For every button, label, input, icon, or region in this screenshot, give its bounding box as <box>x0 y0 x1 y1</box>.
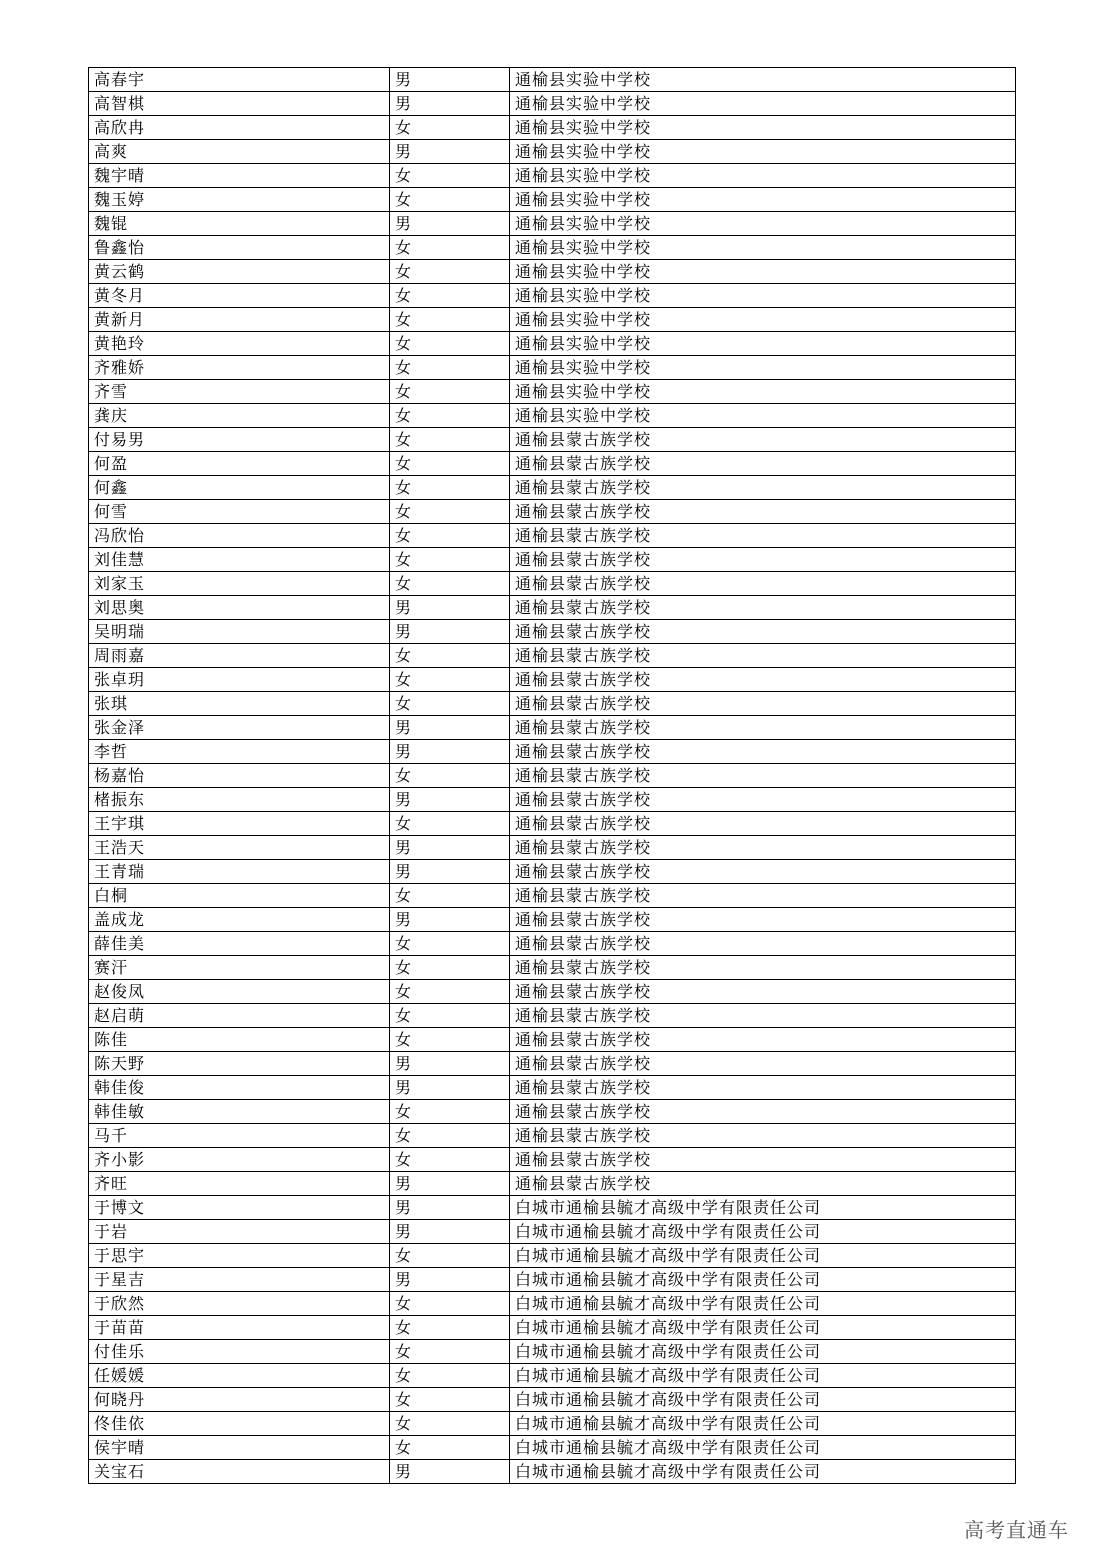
student-name-cell: 龚庆 <box>89 404 390 428</box>
school-cell: 白城市通榆县毓才高级中学有限责任公司 <box>510 1412 1016 1436</box>
school-cell: 白城市通榆县毓才高级中学有限责任公司 <box>510 1340 1016 1364</box>
student-name-cell: 刘佳慧 <box>89 548 390 572</box>
student-name-cell: 魏宇晴 <box>89 164 390 188</box>
student-name-cell: 吴明瑞 <box>89 620 390 644</box>
table-row <box>89 1100 1016 1124</box>
gender-cell: 男 <box>390 620 510 644</box>
student-name-cell: 王青瑞 <box>89 860 390 884</box>
student-name-cell: 张卓玥 <box>89 668 390 692</box>
gender-cell: 男 <box>390 1460 510 1484</box>
gender-cell: 女 <box>390 1004 510 1028</box>
gender-cell: 女 <box>390 1340 510 1364</box>
gender-cell: 男 <box>390 860 510 884</box>
gender-cell: 女 <box>390 116 510 140</box>
school-cell: 白城市通榆县毓才高级中学有限责任公司 <box>510 1220 1016 1244</box>
student-name-cell: 赵俊凤 <box>89 980 390 1004</box>
gender-cell: 女 <box>390 308 510 332</box>
student-name-cell: 黄冬月 <box>89 284 390 308</box>
school-cell: 白城市通榆县毓才高级中学有限责任公司 <box>510 1388 1016 1412</box>
table-row <box>89 1004 1016 1028</box>
school-cell: 通榆县实验中学校 <box>510 284 1016 308</box>
gender-cell: 女 <box>390 380 510 404</box>
student-name-cell: 李哲 <box>89 740 390 764</box>
school-cell: 通榆县蒙古族学校 <box>510 668 1016 692</box>
gender-cell: 男 <box>390 1172 510 1196</box>
student-name-cell: 冯欣怡 <box>89 524 390 548</box>
table-row <box>89 980 1016 1004</box>
student-name-cell: 于思宇 <box>89 1244 390 1268</box>
school-cell: 通榆县蒙古族学校 <box>510 740 1016 764</box>
school-cell: 通榆县蒙古族学校 <box>510 884 1016 908</box>
gender-cell: 女 <box>390 452 510 476</box>
school-cell: 白城市通榆县毓才高级中学有限责任公司 <box>510 1292 1016 1316</box>
table-row <box>89 1388 1016 1412</box>
gender-cell: 女 <box>390 548 510 572</box>
student-name-cell: 魏玉婷 <box>89 188 390 212</box>
school-cell: 通榆县实验中学校 <box>510 212 1016 236</box>
student-name-cell: 关宝石 <box>89 1460 390 1484</box>
table-row <box>89 164 1016 188</box>
school-cell: 通榆县蒙古族学校 <box>510 1004 1016 1028</box>
student-name-cell: 齐旺 <box>89 1172 390 1196</box>
table-row <box>89 596 1016 620</box>
school-cell: 通榆县蒙古族学校 <box>510 452 1016 476</box>
student-name-cell: 于欣然 <box>89 1292 390 1316</box>
table-row <box>89 1316 1016 1340</box>
school-cell: 通榆县实验中学校 <box>510 260 1016 284</box>
school-cell: 通榆县蒙古族学校 <box>510 716 1016 740</box>
school-cell: 通榆县实验中学校 <box>510 164 1016 188</box>
gender-cell: 女 <box>390 164 510 188</box>
table-row <box>89 668 1016 692</box>
table-row <box>89 764 1016 788</box>
table-row <box>89 1220 1016 1244</box>
student-name-cell: 何鑫 <box>89 476 390 500</box>
school-cell: 通榆县蒙古族学校 <box>510 500 1016 524</box>
table-row <box>89 1196 1016 1220</box>
school-cell: 通榆县蒙古族学校 <box>510 1100 1016 1124</box>
school-cell: 通榆县蒙古族学校 <box>510 860 1016 884</box>
student-name-cell: 张琪 <box>89 692 390 716</box>
table-row <box>89 620 1016 644</box>
table-row <box>89 308 1016 332</box>
student-name-cell: 刘思奥 <box>89 596 390 620</box>
student-name-cell: 黄新月 <box>89 308 390 332</box>
school-cell: 通榆县实验中学校 <box>510 140 1016 164</box>
school-cell: 白城市通榆县毓才高级中学有限责任公司 <box>510 1436 1016 1460</box>
student-name-cell: 付佳乐 <box>89 1340 390 1364</box>
gender-cell: 女 <box>390 1316 510 1340</box>
school-cell: 通榆县蒙古族学校 <box>510 1148 1016 1172</box>
student-name-cell: 白桐 <box>89 884 390 908</box>
table-row <box>89 116 1016 140</box>
student-name-cell: 刘家玉 <box>89 572 390 596</box>
school-cell: 通榆县实验中学校 <box>510 68 1016 92</box>
table-row <box>89 860 1016 884</box>
table-row <box>89 68 1016 92</box>
student-name-cell: 付易男 <box>89 428 390 452</box>
school-cell: 通榆县蒙古族学校 <box>510 980 1016 1004</box>
student-name-cell: 何晓丹 <box>89 1388 390 1412</box>
school-cell: 通榆县实验中学校 <box>510 92 1016 116</box>
table-row <box>89 908 1016 932</box>
gender-cell: 女 <box>390 260 510 284</box>
table-row <box>89 356 1016 380</box>
school-cell: 通榆县蒙古族学校 <box>510 1172 1016 1196</box>
school-cell: 通榆县蒙古族学校 <box>510 764 1016 788</box>
table-row <box>89 1124 1016 1148</box>
gender-cell: 女 <box>390 356 510 380</box>
student-name-cell: 高春宇 <box>89 68 390 92</box>
table-row <box>89 1460 1016 1484</box>
student-name-cell: 于苗苗 <box>89 1316 390 1340</box>
school-cell: 通榆县实验中学校 <box>510 308 1016 332</box>
gender-cell: 女 <box>390 1388 510 1412</box>
gender-cell: 女 <box>390 1436 510 1460</box>
student-name-cell: 周雨嘉 <box>89 644 390 668</box>
school-cell: 通榆县蒙古族学校 <box>510 476 1016 500</box>
school-cell: 通榆县蒙古族学校 <box>510 1028 1016 1052</box>
student-name-cell: 王宇琪 <box>89 812 390 836</box>
table-row <box>89 404 1016 428</box>
school-cell: 通榆县蒙古族学校 <box>510 572 1016 596</box>
gender-cell: 女 <box>390 572 510 596</box>
school-cell: 通榆县实验中学校 <box>510 404 1016 428</box>
student-name-cell: 鲁鑫怡 <box>89 236 390 260</box>
student-name-cell: 齐雪 <box>89 380 390 404</box>
school-cell: 通榆县蒙古族学校 <box>510 644 1016 668</box>
student-name-cell: 马千 <box>89 1124 390 1148</box>
table-row <box>89 716 1016 740</box>
school-cell: 通榆县蒙古族学校 <box>510 692 1016 716</box>
gender-cell: 女 <box>390 1028 510 1052</box>
school-cell: 通榆县蒙古族学校 <box>510 836 1016 860</box>
table-row <box>89 500 1016 524</box>
school-cell: 白城市通榆县毓才高级中学有限责任公司 <box>510 1460 1016 1484</box>
gender-cell: 男 <box>390 1196 510 1220</box>
gender-cell: 女 <box>390 932 510 956</box>
student-name-cell: 杨嘉怡 <box>89 764 390 788</box>
student-name-cell: 陈佳 <box>89 1028 390 1052</box>
school-cell: 通榆县蒙古族学校 <box>510 620 1016 644</box>
school-cell: 通榆县蒙古族学校 <box>510 524 1016 548</box>
gender-cell: 女 <box>390 500 510 524</box>
table-row <box>89 452 1016 476</box>
table-row <box>89 1292 1016 1316</box>
school-cell: 通榆县实验中学校 <box>510 188 1016 212</box>
table-row <box>89 428 1016 452</box>
gender-cell: 女 <box>390 188 510 212</box>
school-cell: 白城市通榆县毓才高级中学有限责任公司 <box>510 1364 1016 1388</box>
gender-cell: 男 <box>390 212 510 236</box>
table-row <box>89 476 1016 500</box>
gender-cell: 女 <box>390 524 510 548</box>
student-name-cell: 黄艳玲 <box>89 332 390 356</box>
gender-cell: 女 <box>390 764 510 788</box>
school-cell: 通榆县蒙古族学校 <box>510 1076 1016 1100</box>
student-name-cell: 齐小影 <box>89 1148 390 1172</box>
gender-cell: 男 <box>390 68 510 92</box>
table-row <box>89 644 1016 668</box>
table-row <box>89 260 1016 284</box>
gender-cell: 男 <box>390 836 510 860</box>
table-row <box>89 1076 1016 1100</box>
gender-cell: 女 <box>390 1412 510 1436</box>
gender-cell: 男 <box>390 788 510 812</box>
school-cell: 通榆县蒙古族学校 <box>510 428 1016 452</box>
table-row <box>89 1172 1016 1196</box>
school-cell: 通榆县蒙古族学校 <box>510 596 1016 620</box>
gender-cell: 男 <box>390 1052 510 1076</box>
gender-cell: 男 <box>390 140 510 164</box>
table-row <box>89 188 1016 212</box>
table-row <box>89 284 1016 308</box>
table-row <box>89 380 1016 404</box>
gender-cell: 女 <box>390 884 510 908</box>
table-row <box>89 524 1016 548</box>
table-row <box>89 932 1016 956</box>
table-row <box>89 212 1016 236</box>
watermark-text: 高考直通车 <box>964 1518 1069 1542</box>
student-name-cell: 魏锟 <box>89 212 390 236</box>
school-cell: 白城市通榆县毓才高级中学有限责任公司 <box>510 1316 1016 1340</box>
student-name-cell: 赛汗 <box>89 956 390 980</box>
table-row <box>89 1268 1016 1292</box>
table-row <box>89 1412 1016 1436</box>
student-roster-table <box>88 67 1016 1484</box>
gender-cell: 女 <box>390 1244 510 1268</box>
roster-body <box>89 68 1016 1484</box>
student-name-cell: 楮振东 <box>89 788 390 812</box>
gender-cell: 女 <box>390 1364 510 1388</box>
gender-cell: 女 <box>390 980 510 1004</box>
table-row <box>89 692 1016 716</box>
school-cell: 通榆县蒙古族学校 <box>510 932 1016 956</box>
school-cell: 通榆县实验中学校 <box>510 236 1016 260</box>
student-name-cell: 高欣冉 <box>89 116 390 140</box>
table-row <box>89 1028 1016 1052</box>
gender-cell: 女 <box>390 1148 510 1172</box>
table-row <box>89 236 1016 260</box>
gender-cell: 女 <box>390 644 510 668</box>
school-cell: 通榆县蒙古族学校 <box>510 956 1016 980</box>
gender-cell: 男 <box>390 596 510 620</box>
school-cell: 通榆县实验中学校 <box>510 332 1016 356</box>
table-row <box>89 1148 1016 1172</box>
table-row <box>89 1340 1016 1364</box>
school-cell: 通榆县蒙古族学校 <box>510 548 1016 572</box>
table-row <box>89 788 1016 812</box>
gender-cell: 女 <box>390 1100 510 1124</box>
table-row <box>89 1364 1016 1388</box>
student-name-cell: 于博文 <box>89 1196 390 1220</box>
student-name-cell: 盖成龙 <box>89 908 390 932</box>
school-cell: 通榆县蒙古族学校 <box>510 788 1016 812</box>
gender-cell: 女 <box>390 284 510 308</box>
gender-cell: 女 <box>390 1124 510 1148</box>
gender-cell: 男 <box>390 1076 510 1100</box>
school-cell: 通榆县实验中学校 <box>510 116 1016 140</box>
student-name-cell: 高爽 <box>89 140 390 164</box>
student-name-cell: 韩佳俊 <box>89 1076 390 1100</box>
student-name-cell: 何盈 <box>89 452 390 476</box>
school-cell: 通榆县实验中学校 <box>510 380 1016 404</box>
student-name-cell: 韩佳敏 <box>89 1100 390 1124</box>
student-name-cell: 何雪 <box>89 500 390 524</box>
table-row <box>89 836 1016 860</box>
gender-cell: 男 <box>390 92 510 116</box>
table-row <box>89 140 1016 164</box>
table-row <box>89 548 1016 572</box>
student-name-cell: 于星吉 <box>89 1268 390 1292</box>
student-name-cell: 赵启萌 <box>89 1004 390 1028</box>
table-row <box>89 1436 1016 1460</box>
student-name-cell: 陈天野 <box>89 1052 390 1076</box>
school-cell: 通榆县蒙古族学校 <box>510 1124 1016 1148</box>
school-cell: 通榆县蒙古族学校 <box>510 812 1016 836</box>
student-name-cell: 任媛媛 <box>89 1364 390 1388</box>
table-row <box>89 740 1016 764</box>
school-cell: 通榆县实验中学校 <box>510 356 1016 380</box>
student-name-cell: 张金泽 <box>89 716 390 740</box>
gender-cell: 女 <box>390 332 510 356</box>
student-name-cell: 侯宇晴 <box>89 1436 390 1460</box>
student-name-cell: 齐雅娇 <box>89 356 390 380</box>
gender-cell: 女 <box>390 428 510 452</box>
table-row <box>89 572 1016 596</box>
student-name-cell: 薛佳美 <box>89 932 390 956</box>
gender-cell: 男 <box>390 1268 510 1292</box>
table-row <box>89 332 1016 356</box>
school-cell: 白城市通榆县毓才高级中学有限责任公司 <box>510 1268 1016 1292</box>
gender-cell: 女 <box>390 236 510 260</box>
gender-cell: 男 <box>390 908 510 932</box>
table-row <box>89 956 1016 980</box>
table-row <box>89 1244 1016 1268</box>
gender-cell: 男 <box>390 716 510 740</box>
student-name-cell: 王浩天 <box>89 836 390 860</box>
school-cell: 通榆县蒙古族学校 <box>510 908 1016 932</box>
table-row <box>89 812 1016 836</box>
gender-cell: 女 <box>390 956 510 980</box>
gender-cell: 女 <box>390 1292 510 1316</box>
table-row <box>89 884 1016 908</box>
school-cell: 白城市通榆县毓才高级中学有限责任公司 <box>510 1244 1016 1268</box>
gender-cell: 女 <box>390 476 510 500</box>
student-name-cell: 于岩 <box>89 1220 390 1244</box>
gender-cell: 女 <box>390 692 510 716</box>
table-row <box>89 1052 1016 1076</box>
student-name-cell: 高智棋 <box>89 92 390 116</box>
gender-cell: 男 <box>390 1220 510 1244</box>
gender-cell: 男 <box>390 740 510 764</box>
table-row <box>89 92 1016 116</box>
gender-cell: 女 <box>390 668 510 692</box>
school-cell: 白城市通榆县毓才高级中学有限责任公司 <box>510 1196 1016 1220</box>
gender-cell: 女 <box>390 812 510 836</box>
student-name-cell: 黄云鹤 <box>89 260 390 284</box>
student-name-cell: 佟佳依 <box>89 1412 390 1436</box>
gender-cell: 女 <box>390 404 510 428</box>
school-cell: 通榆县蒙古族学校 <box>510 1052 1016 1076</box>
